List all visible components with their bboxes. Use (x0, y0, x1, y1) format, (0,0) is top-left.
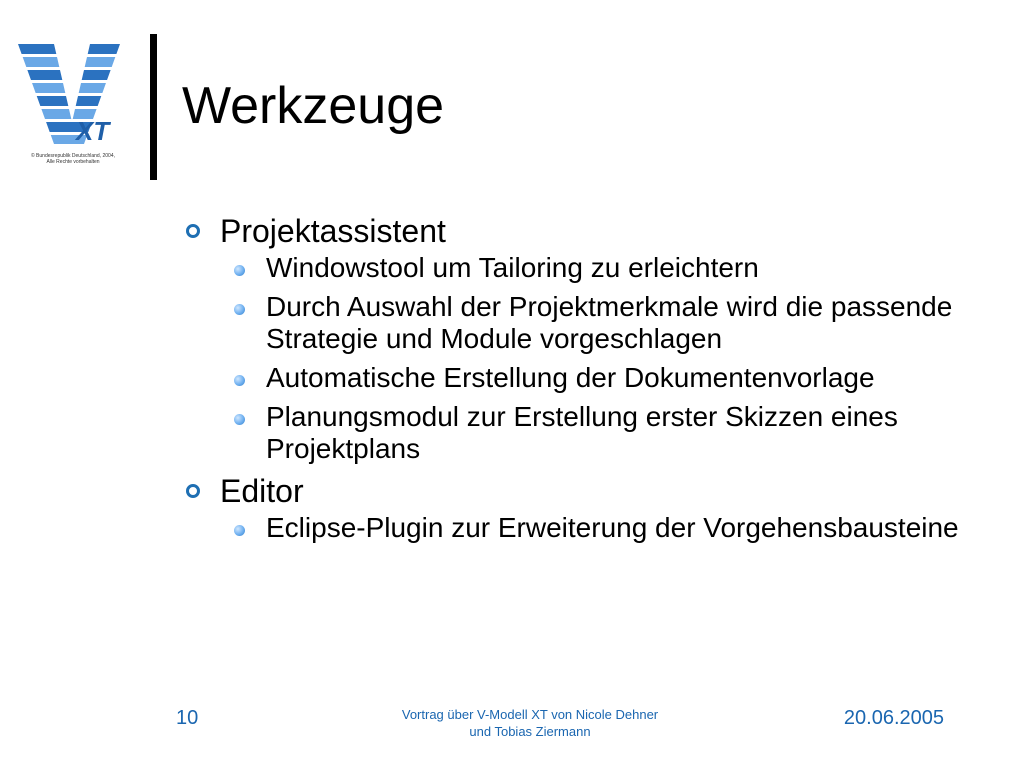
page-number: 10 (176, 707, 199, 729)
v-modell-xt-logo (14, 40, 126, 168)
copyright-line-1: © Bundesrepublik Deutschland, 2004, (30, 153, 116, 159)
dot-bullet-icon (234, 304, 245, 315)
bullet-text: Eclipse-Plugin zur Erweiterung der Vorgehensbausteine (266, 512, 959, 543)
bullet-level2 (186, 512, 976, 544)
bullet-text: Planungsmodul zur Erstellung erster Skizzen eines Projektplans (266, 401, 898, 464)
ring-bullet-icon (186, 484, 200, 498)
footer-line-2: und Tobias Ziermann (469, 724, 591, 739)
logo-copyright (28, 153, 118, 165)
dot-bullet-icon (234, 414, 245, 425)
bullet-text: Durch Auswahl der Projektmerkmale wird die passende Strategie und Module vorgeschlagen (266, 291, 953, 354)
bullet-text: Projektassistent (220, 213, 446, 249)
bullet-level2 (186, 401, 976, 465)
bullet-text: Automatische Erstellung der Dokumentenvorlage (266, 362, 875, 393)
footer-line-1: Vortrag über V-Modell XT von Nicole Dehner (401, 707, 659, 722)
bullet-level1 (186, 212, 976, 250)
title-divider (150, 34, 157, 180)
slide-content (186, 212, 976, 551)
slide-title: Werkzeuge (182, 77, 445, 135)
footer-date: 20.06.2005 (843, 707, 944, 729)
bullet-level2 (186, 252, 976, 284)
bullet-text: Windowstool um Tailoring zu erleichtern (266, 252, 759, 283)
ring-bullet-icon (186, 224, 200, 238)
footer-author (380, 706, 680, 740)
dot-bullet-icon (234, 265, 245, 276)
copyright-line-2: Alle Rechte vorbehalten (46, 159, 100, 165)
svg-text:XT: XT (76, 116, 110, 146)
bullet-text: Editor (220, 473, 304, 509)
dot-bullet-icon (234, 375, 245, 386)
bullet-level2 (186, 291, 976, 355)
bullet-level1 (186, 472, 976, 510)
bullet-level2 (186, 362, 976, 394)
dot-bullet-icon (234, 525, 245, 536)
